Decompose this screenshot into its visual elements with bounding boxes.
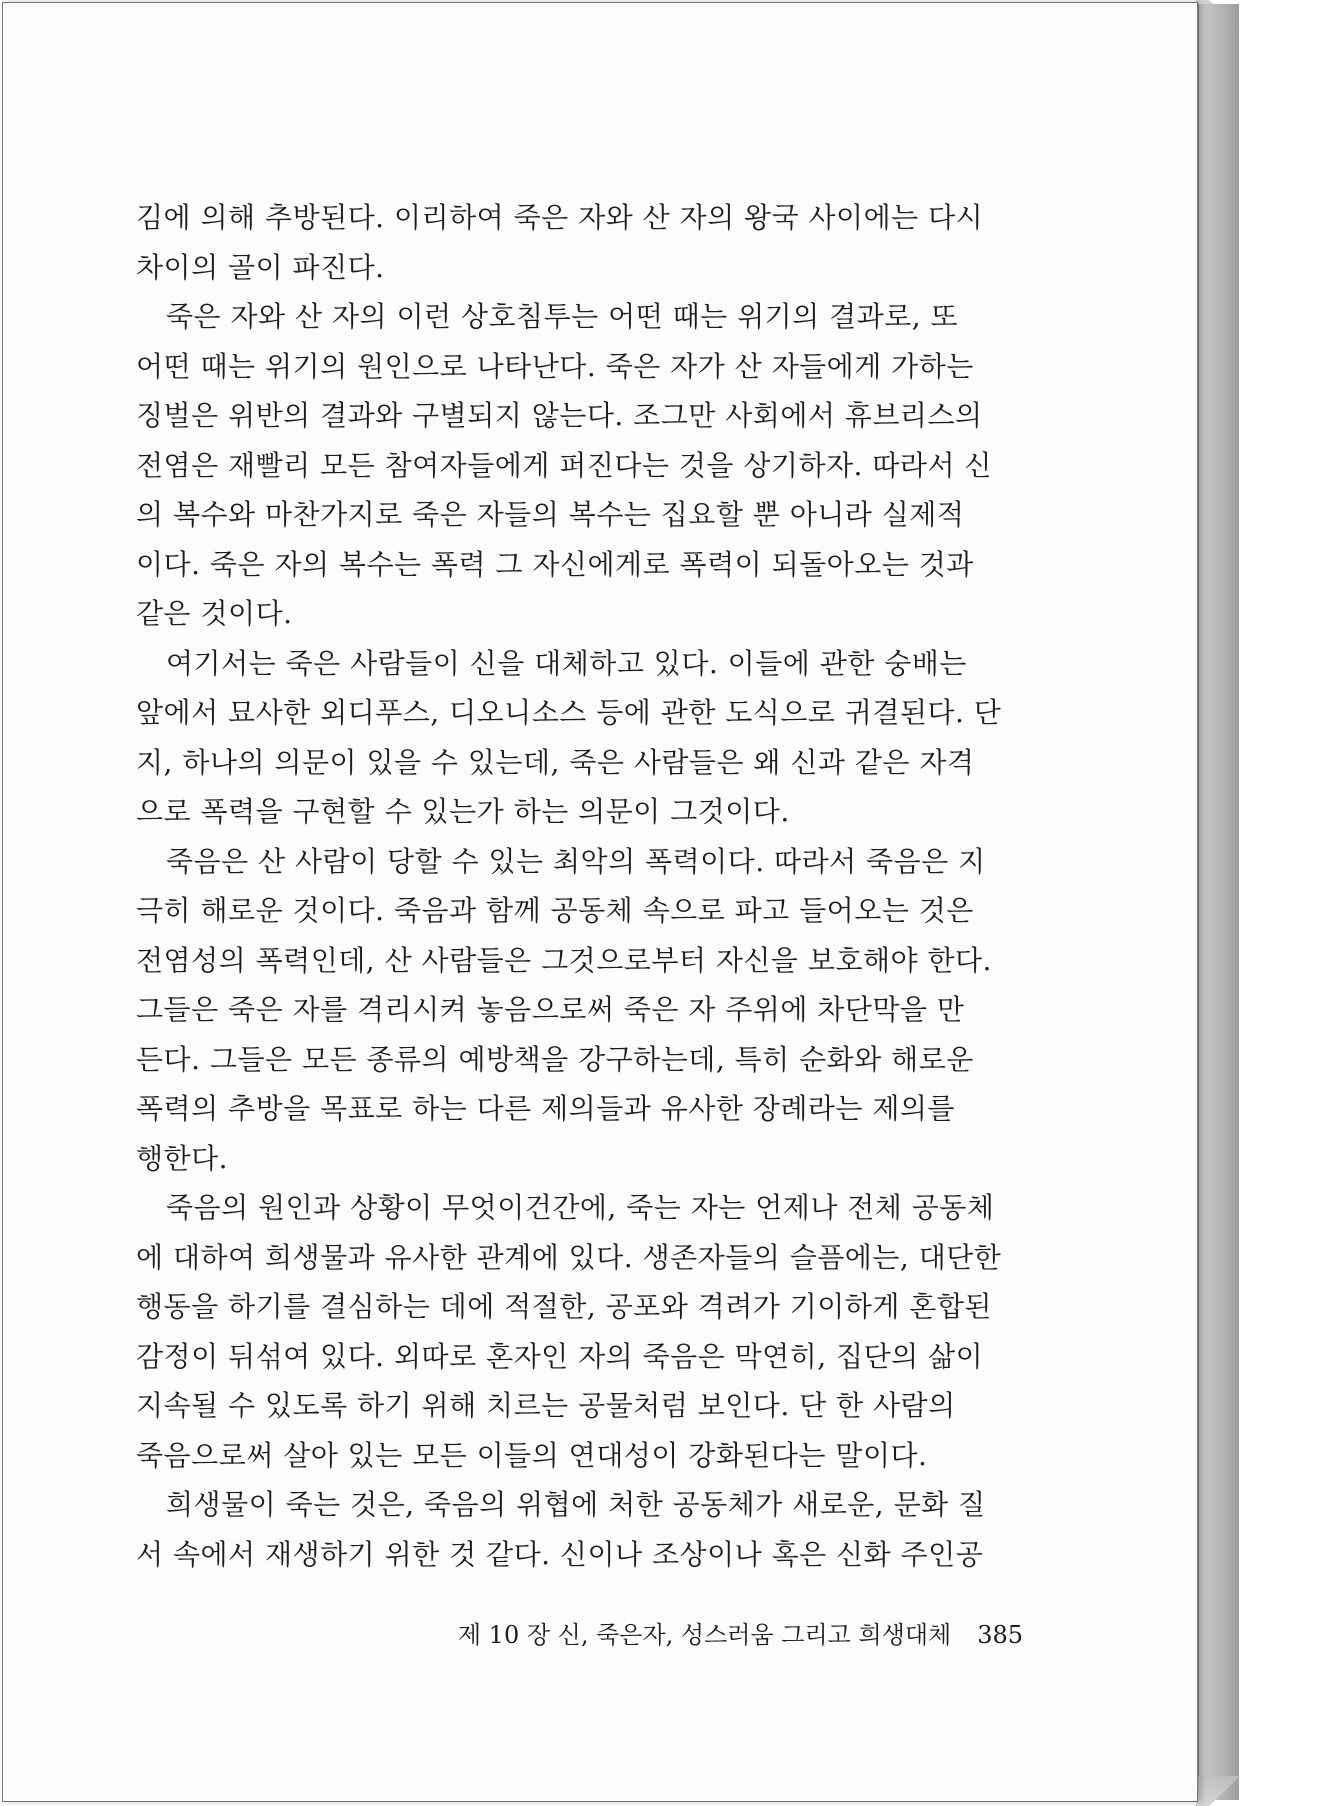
paragraph [136, 292, 1036, 639]
text-line: 여기서는 죽은 사람들이 신을 대체하고 있다. 이들에 관한 숭배는 [166, 646, 967, 680]
text-line: 그들은 죽은 자를 격리시켜 놓음으로써 죽은 자 주위에 차단막을 만 [136, 993, 965, 1026]
book-page [2, 2, 1198, 1802]
text-line: 희생물이 죽는 것은, 죽음의 위협에 처한 공동체가 새로운, 문화 질 [166, 1488, 986, 1521]
page-stack-edge [1198, 4, 1239, 1800]
text-line: 서 속에서 재생하기 위한 것 같다. 신이나 조상이나 혹은 신화 주인공 [136, 1537, 984, 1571]
text-line: 이다. 죽은 자의 복수는 폭력 그 자신에게로 폭력이 되돌아오는 것과 [136, 547, 974, 581]
text-line: 어떤 때는 위기의 원인으로 나타난다. 죽은 자가 산 자들에게 가하는 [136, 349, 974, 383]
page-footer [423, 1615, 1023, 1650]
text-line: 든다. 그들은 모든 종류의 예방책을 강구하는데, 특히 순화와 해로운 [136, 1042, 974, 1076]
text-line: 극히 해로운 것이다. 죽음과 함께 공동체 속으로 파고 들어오는 것은 [136, 894, 974, 927]
running-head: 제 10 장 신, 죽은자, 성스러움 그리고 희생대체 [457, 1621, 952, 1649]
paragraph [136, 837, 1036, 1184]
text-line: 죽음의 원인과 상황이 무엇이건간에, 죽는 자는 언제나 전체 공동체 [166, 1191, 995, 1224]
text-line: 앞에서 묘사한 외디푸스, 디오니소스 등에 관한 도식으로 귀결된다. 단 [136, 696, 1002, 729]
text-line: 죽음으로써 살아 있는 모든 이들의 연대성이 강화된다는 말이다. [136, 1438, 928, 1472]
text-line: 같은 것이다. [136, 597, 293, 630]
paragraph [136, 193, 1036, 292]
text-line: 지, 하나의 의문이 있을 수 있는데, 죽은 사람들은 왜 신과 같은 자격 [136, 745, 975, 779]
body-text [136, 193, 1036, 1579]
text-line: 의 복수와 마찬가지로 죽은 자들의 복수는 집요할 뿐 아니라 실제적 [136, 498, 965, 531]
text-line: 전염은 재빨리 모든 참여자들에게 퍼진다는 것을 상기하자. 따라서 신 [136, 448, 992, 482]
text-line: 행한다. [136, 1141, 229, 1175]
text-line: 죽은 자와 산 자의 이런 상호침투는 어떤 때는 위기의 결과로, 또 [166, 300, 959, 333]
page-number: 385 [977, 1621, 1023, 1649]
paragraph [136, 1480, 1036, 1579]
paragraph [136, 1183, 1036, 1480]
text-line: 김에 의해 추방된다. 이리하여 죽은 자와 산 자의 왕국 사이에는 다시 [136, 201, 984, 234]
text-line: 죽음은 산 사람이 당할 수 있는 최악의 폭력이다. 따라서 죽음은 지 [166, 844, 986, 878]
text-line: 감정이 뒤섞여 있다. 외따로 혼자인 자의 죽음은 막연히, 집단의 삶이 [136, 1339, 984, 1373]
text-line: 에 대하여 희생물과 유사한 관계에 있다. 생존자들의 슬픔에는, 대단한 [136, 1240, 1002, 1274]
text-line: 지속될 수 있도록 하기 위해 치르는 공물처럼 보인다. 단 한 사람의 [136, 1389, 956, 1422]
text-line: 폭력의 추방을 목표로 하는 다른 제의들과 유사한 장례라는 제의를 [136, 1092, 956, 1125]
text-line: 차이의 골이 파진다. [136, 250, 385, 284]
text-line: 징벌은 위반의 결과와 구별되지 않는다. 조그만 사회에서 휴브리스의 [136, 399, 983, 432]
text-line: 행동을 하기를 결심하는 데에 적절한, 공포와 격려가 기이하게 혼합된 [136, 1290, 992, 1323]
text-line: 으로 폭력을 구현할 수 있는가 하는 의문이 그것이다. [136, 795, 790, 828]
paragraph [136, 639, 1036, 837]
text-line: 전염성의 폭력인데, 산 사람들은 그것으로부터 자신을 보호해야 한다. [136, 943, 992, 977]
